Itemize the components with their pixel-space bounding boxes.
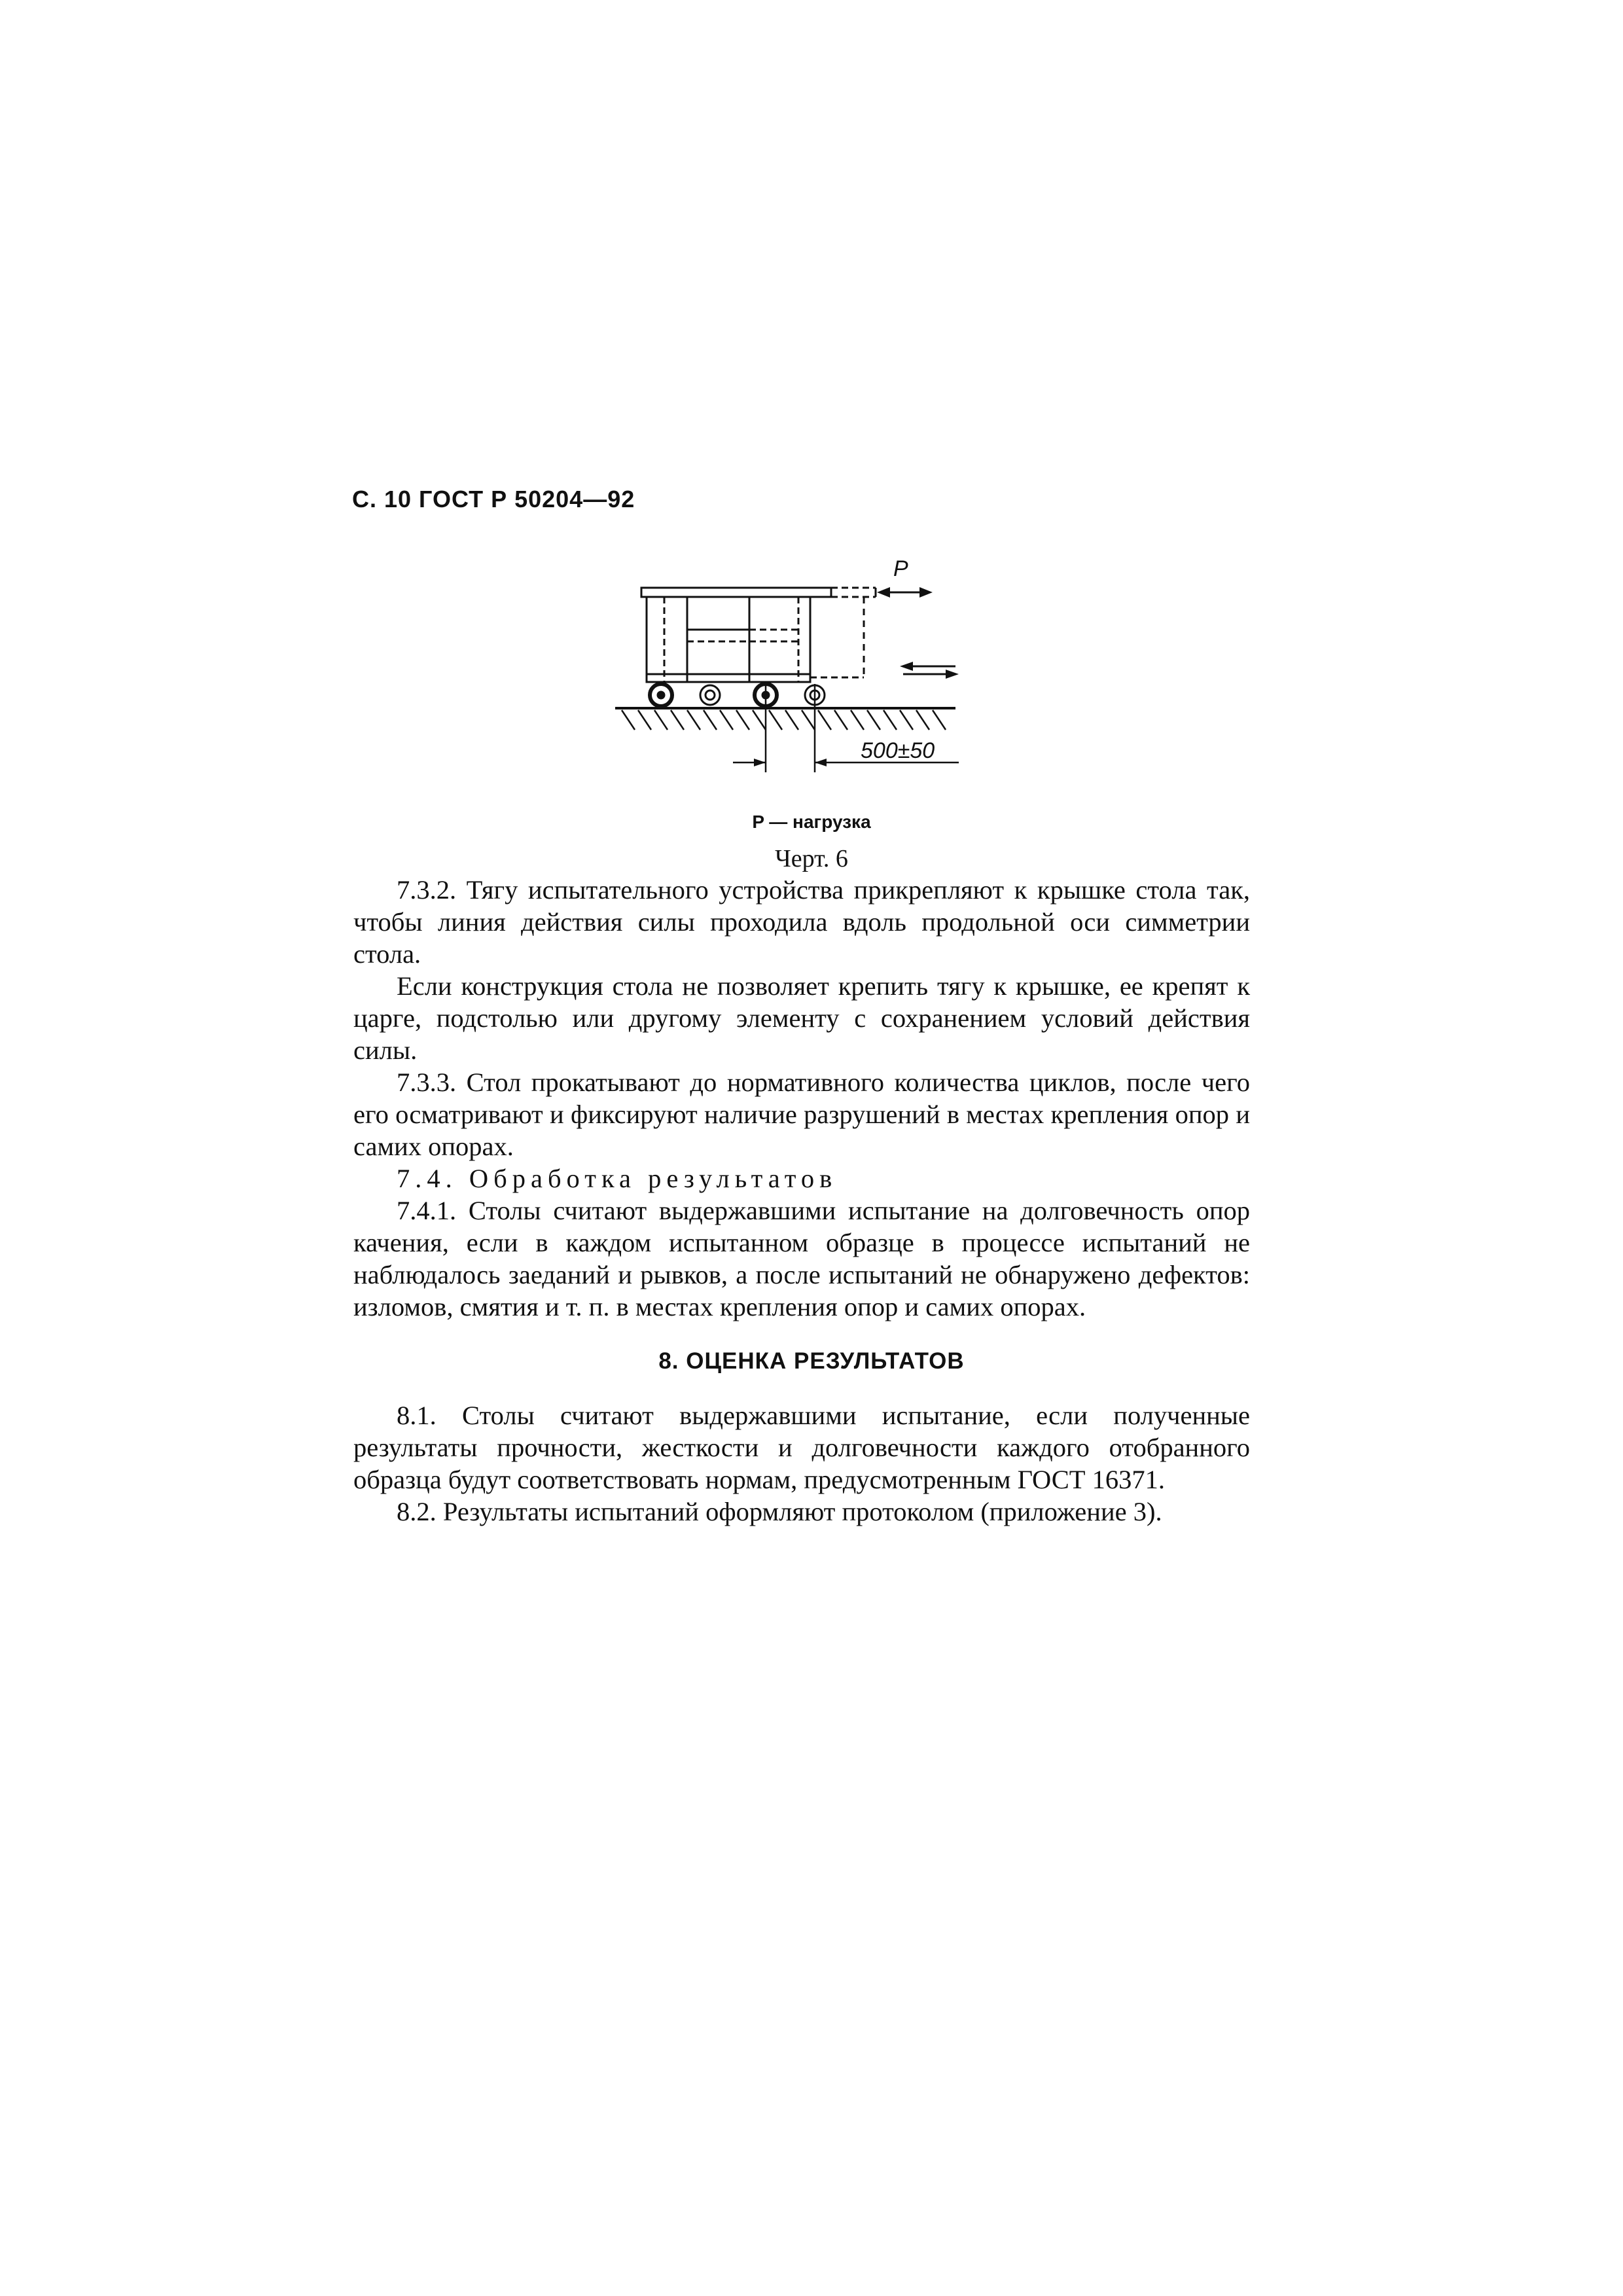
load-label: P: [893, 556, 908, 581]
paragraph-8-2: 8.2. Результаты испытаний оформляют протоколом (приложение 3).: [397, 1497, 1162, 1526]
table-top: [641, 588, 831, 597]
paragraph-7-3-2: 7.3.2. Тягу испытательного устройства прикрепляют к крышке стола так, чтобы линия действия силы проходила вдоль продольной оси симметрии стола.: [353, 875, 1250, 969]
wheel-displaced: [700, 685, 720, 705]
section-8-text: [353, 1399, 1250, 1528]
page-header: С. 10 ГОСТ Р 50204—92: [352, 486, 635, 512]
section-7-text: [353, 874, 1250, 1323]
floor-hatching: [622, 710, 946, 730]
figure-caption: Черт. 6: [775, 845, 848, 872]
paragraph-7-3-2-cont: Если конструкция стола не позволяет крепить тягу к крышке, ее крепят к царге, подстолью или другому элементу с сохранением условий действия силы.: [353, 971, 1250, 1065]
paragraph-7-4-1: 7.4.1. Столы считают выдержавшими испытание на долговечность опор качения, если в каждом испытанном образце в процессе испытаний не наблюдалось заеданий и рывков, а после испытаний не обнаружено дефектов: изломов, смятия и т. п. в местах крепления опор и самих опорах.: [353, 1196, 1250, 1321]
paragraph-8-1: 8.1. Столы считают выдержавшими испытание, если полученные результаты прочности, жесткости и долговечности каждого отобранного образца будут соответствовать нормам, предусмотренным ГОСТ 16371.: [353, 1401, 1250, 1494]
section-8-title: 8. ОЦЕНКА РЕЗУЛЬТАТОВ: [658, 1348, 965, 1374]
table-body: [647, 597, 810, 682]
figure-legend: P — нагрузка: [752, 812, 871, 832]
subsection-title-7-4: 7.4. Обработка результатов: [397, 1164, 838, 1193]
dimension-label: 500±50: [861, 738, 935, 763]
paragraph-7-3-3: 7.3.3. Стол прокатывают до нормативного количества циклов, после чего его осматривают и фиксируют наличие разрушений в местах крепления опор и самих опорах.: [353, 1067, 1250, 1161]
table-test-diagram: [602, 550, 995, 805]
figure-table-rolling-test: [602, 550, 995, 805]
